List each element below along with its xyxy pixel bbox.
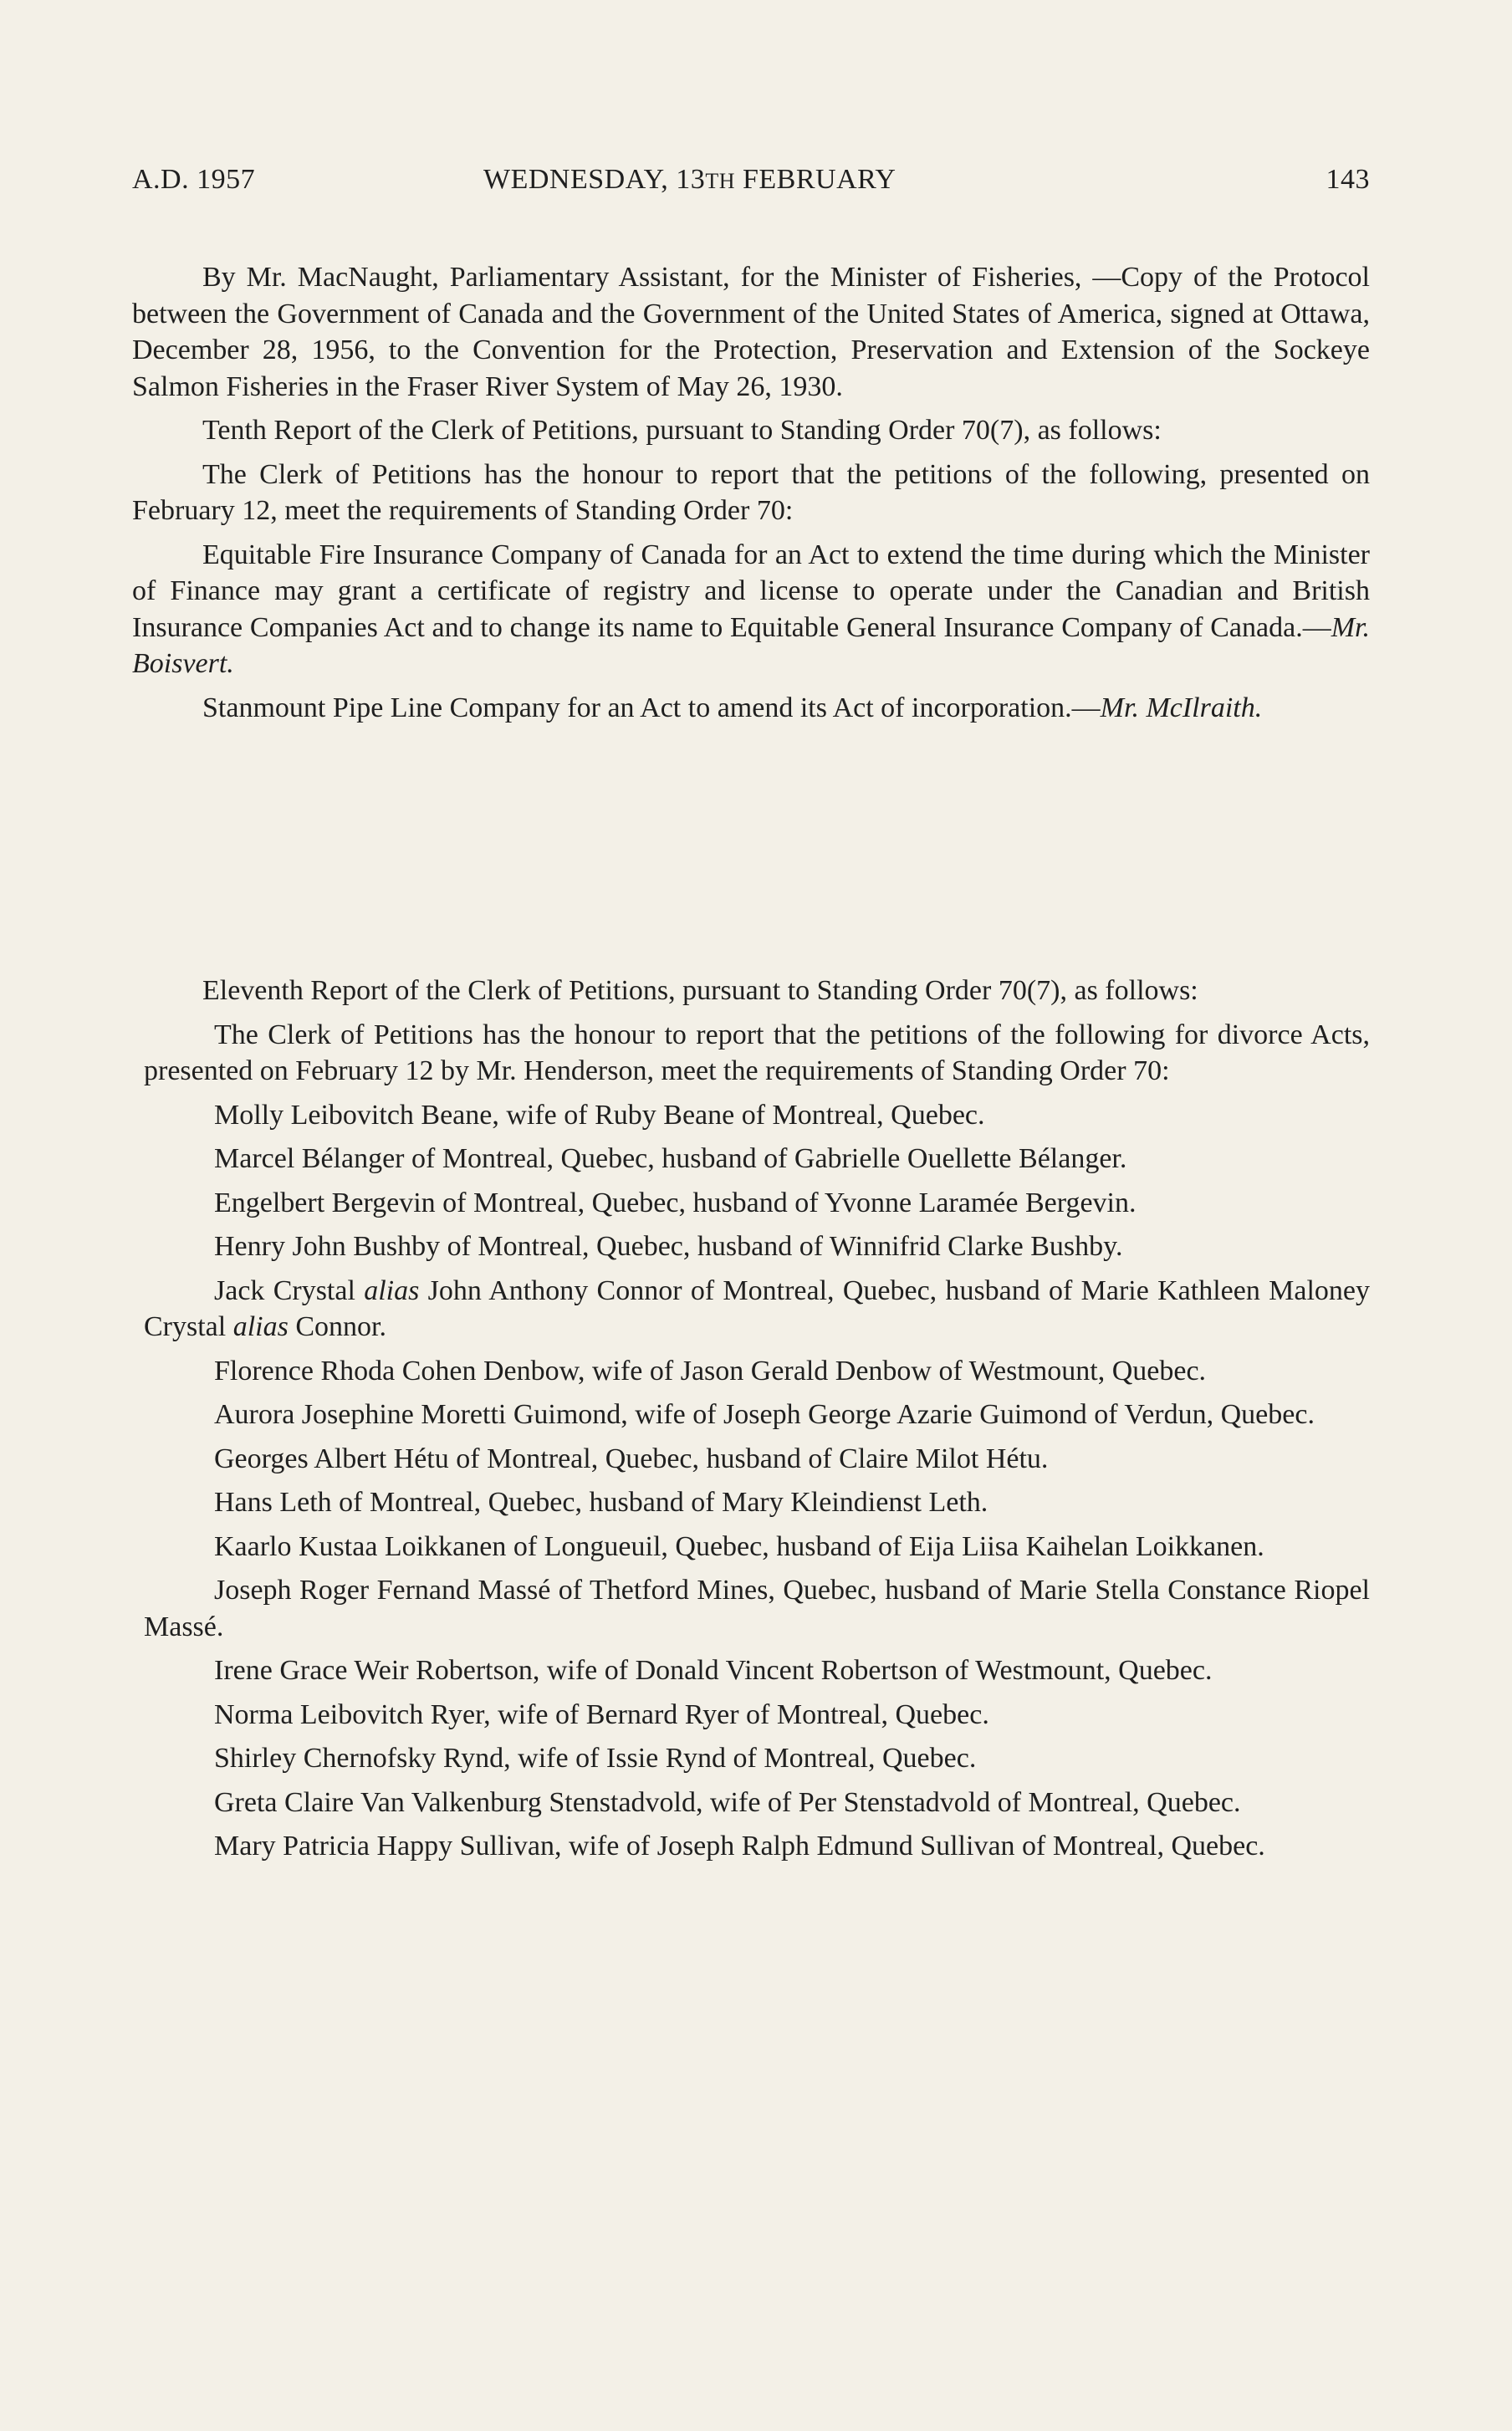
divorce-petition-entry: Hans Leth of Montreal, Quebec, husband of Mary Kleindienst Leth. <box>214 1487 988 1518</box>
petition-text: Stanmount Pipe Line Company for an Act to amend its Act of incorporation.— <box>202 692 1101 723</box>
petition-stanmount-pipe-line <box>132 690 1370 727</box>
section-documents-and-tenth-report <box>132 259 1370 733</box>
divorce-petition-entry: Marcel Bélanger of Montreal, Quebec, husband of Gabrielle Ouellette Bélanger. <box>214 1143 1127 1174</box>
header-date <box>483 164 896 196</box>
paragraph-fisheries-protocol: By Mr. MacNaught, Parliamentary Assistant, for the Minister of Fisheries, —Copy of the Protocol between the Government of Canada and the Government of the United States of America, signed at Ottawa, December 28, 1956, to the Convention for the Protection, Preservation and Extension of the Sockeye Salmon Fisheries in the Fraser River System of May 26, 1930. <box>132 262 1370 402</box>
header-date-suffix-th: TH <box>705 169 735 193</box>
petition-text: Equitable Fire Insurance Company of Canada for an Act to extend the time during which the Minister of Finance may grant a certificate of registry and license to operate under the Canadian and British Insurance Companies Act and to change its name to Equitable General Insurance Company of Canada.— <box>132 539 1370 643</box>
divorce-petition-entry: Henry John Bushby of Montreal, Quebec, husband of Winnifrid Clarke Bushby. <box>214 1231 1123 1262</box>
petition-member: Mr. Boisvert. <box>132 611 1370 679</box>
divorce-petition-entry: Irene Grace Weir Robertson, wife of Donald Vincent Robertson of Westmount, Quebec. <box>214 1655 1213 1686</box>
divorce-petition-entry: Georges Albert Hétu of Montreal, Quebec, husband of Claire Milot Hétu. <box>214 1443 1049 1474</box>
paragraph-eleventh-report-intro: The Clerk of Petitions has the honour to report that the petitions of the following for divorce Acts, presented on February 12 by Mr. Henderson, meet the requirements of Standing Order 70: <box>144 1019 1370 1086</box>
divorce-petition-entry: Joseph Roger Fernand Massé of Thetford Mines, Quebec, husband of Marie Stella Constance Riopel Massé. <box>144 1575 1370 1642</box>
petition-equitable-fire-insurance <box>132 537 1370 682</box>
alias-word: alias <box>364 1274 420 1306</box>
divorce-petition-entry <box>132 1273 1370 1346</box>
divorce-petition-entry: Greta Claire Van Valkenburg Stenstadvold, wife of Per Stenstadvold of Montreal, Quebec. <box>214 1786 1241 1818</box>
divorce-petition-entry: Shirley Chernofsky Rynd, wife of Issie Rynd of Montreal, Quebec. <box>214 1743 977 1774</box>
divorce-petition-entry: Kaarlo Kustaa Loikkanen of Longueuil, Quebec, husband of Eija Liisa Kaihelan Loikkanen. <box>214 1530 1264 1562</box>
entry-text: Jack Crystal <box>214 1274 365 1306</box>
page-header <box>132 164 1370 204</box>
divorce-petition-entry: Norma Leibovitch Ryer, wife of Bernard Ryer of Montreal, Quebec. <box>214 1698 989 1730</box>
header-page-number: 143 <box>1326 164 1370 195</box>
divorce-petition-entry: Florence Rhoda Cohen Denbow, wife of Jason Gerald Denbow of Westmount, Quebec. <box>214 1355 1207 1387</box>
divorce-petition-entry: Engelbert Bergevin of Montreal, Quebec, husband of Yvonne Laramée Bergevin. <box>214 1187 1137 1218</box>
paragraph-tenth-report-intro: The Clerk of Petitions has the honour to report that the petitions of the following, presented on February 12, meet the requirements of Standing Order 70: <box>132 458 1370 526</box>
header-date-prefix: WEDNESDAY, 13 <box>483 164 706 195</box>
header-year: A.D. 1957 <box>132 164 256 195</box>
petition-member: Mr. McIlraith. <box>1100 692 1263 723</box>
entry-text: John Anthony Connor of Montreal, Quebec, husband of Marie Kathleen Maloney Crystal <box>144 1274 1370 1342</box>
section-eleventh-report <box>132 973 1370 1872</box>
entry-text: Connor. <box>288 1311 386 1342</box>
paragraph-tenth-report: Tenth Report of the Clerk of Petitions, pursuant to Standing Order 70(7), as follows: <box>202 415 1162 446</box>
divorce-petition-entry: Mary Patricia Happy Sullivan, wife of Joseph Ralph Edmund Sullivan of Montreal, Quebec. <box>214 1831 1265 1862</box>
paragraph-eleventh-report: Eleventh Report of the Clerk of Petitions, pursuant to Standing Order 70(7), as follows: <box>202 975 1198 1006</box>
header-date-month: FEBRUARY <box>734 164 896 195</box>
alias-word: alias <box>232 1311 289 1342</box>
divorce-petition-entry: Molly Leibovitch Beane, wife of Ruby Beane of Montreal, Quebec. <box>214 1099 985 1131</box>
divorce-petition-entry: Aurora Josephine Moretti Guimond, wife of Joseph George Azarie Guimond of Verdun, Quebec. <box>214 1399 1315 1430</box>
